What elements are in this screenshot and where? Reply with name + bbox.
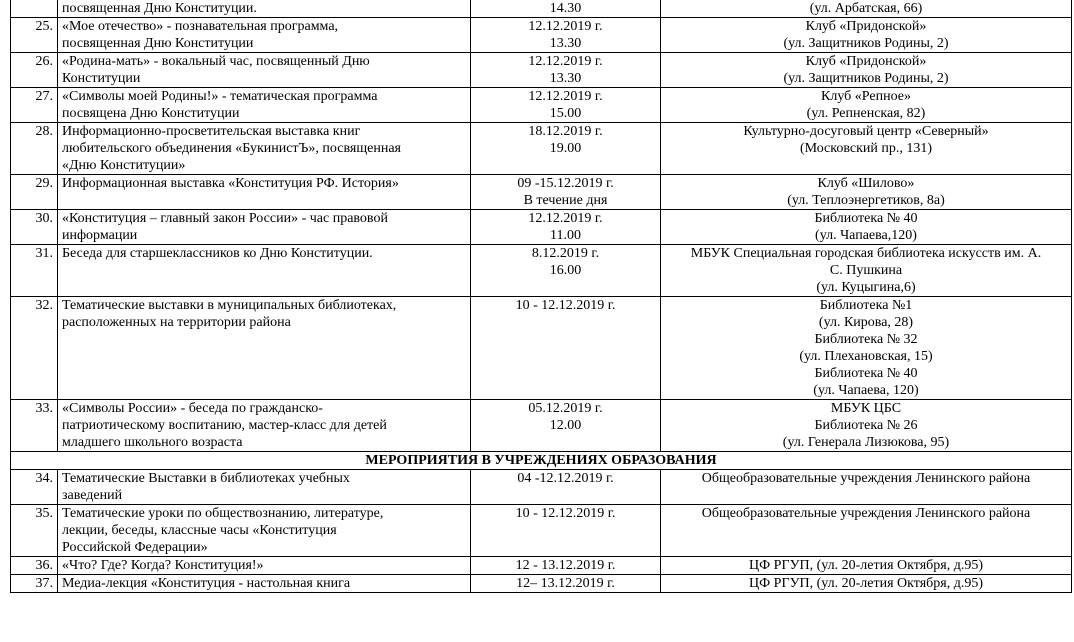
event-date-cell xyxy=(471,53,661,88)
event-date-line: 12 - 13.12.2019 г. xyxy=(515,558,616,573)
table-row xyxy=(11,505,1072,557)
event-name-cell xyxy=(58,505,471,557)
events-table-body xyxy=(11,0,1072,452)
event-date-cell xyxy=(471,245,661,297)
event-name-cell xyxy=(58,557,471,575)
row-number: 35. xyxy=(11,505,58,557)
event-date-line: 16.00 xyxy=(549,263,582,278)
event-place-line: Клуб «Придонской» xyxy=(805,54,927,69)
table-row xyxy=(11,245,1072,297)
event-name-line: посвящена Дню Конституции xyxy=(62,106,240,121)
event-place-line: Библиотека № 32 xyxy=(814,332,918,347)
event-date-line: 12.00 xyxy=(549,418,582,433)
event-name-line: Информационно-просветительская выставка книг xyxy=(62,124,361,139)
event-date-line: 09 -15.12.2019 г. xyxy=(517,176,614,191)
event-place-line: (ул. Кирова, 28) xyxy=(818,315,914,330)
event-place-line: (ул. Чапаева,120) xyxy=(815,228,917,243)
event-name-cell xyxy=(58,470,471,505)
event-place-line: (Московский пр., 131) xyxy=(799,141,933,156)
event-place-line: С. Пушкина xyxy=(829,263,903,278)
event-date-cell xyxy=(471,175,661,210)
table-row xyxy=(11,557,1072,575)
event-place-line: ЦФ РГУП, (ул. 20-летия Октября, д.95) xyxy=(749,576,983,591)
row-number: 28. xyxy=(11,123,58,175)
event-date-cell xyxy=(471,210,661,245)
table-row xyxy=(11,0,1072,18)
event-place-cell xyxy=(661,88,1072,123)
event-name-line: «Родина-мать» - вокальный час, посвященный Дню xyxy=(62,54,370,69)
event-date-line: 04 -12.12.2019 г. xyxy=(517,471,614,486)
event-name-line: Тематические выставки в муниципальных библиотеках, xyxy=(62,298,397,313)
event-place-cell xyxy=(661,557,1072,575)
event-date-line: 13.30 xyxy=(549,71,582,86)
row-number xyxy=(11,0,58,18)
event-name-line: младшего школьного возраста xyxy=(62,435,243,450)
event-place-cell xyxy=(661,210,1072,245)
event-name-line: Российской Федерации» xyxy=(62,540,208,555)
table-row xyxy=(11,175,1072,210)
event-place-line: Общеобразовательные учреждения Ленинского района xyxy=(701,471,1031,486)
event-name-cell xyxy=(58,245,471,297)
event-name-line: Тематические уроки по обществознанию, литературе, xyxy=(62,506,384,521)
event-place-line: МБУК Специальная городская библиотека искусств им. А. xyxy=(690,246,1042,261)
event-place-line: (ул. Плехановская, 15) xyxy=(799,349,933,364)
row-number: 32. xyxy=(11,297,58,400)
section-title: МЕРОПРИЯТИЯ В УЧРЕЖДЕНИЯХ ОБРАЗОВАНИЯ xyxy=(11,452,1072,470)
event-date-line: В течение дня xyxy=(523,193,608,208)
event-name-cell xyxy=(58,400,471,452)
event-place-cell xyxy=(661,175,1072,210)
event-place-line: Библиотека № 40 xyxy=(814,211,918,226)
event-place-line: (ул. Репненская, 82) xyxy=(806,106,926,121)
row-number: 37. xyxy=(11,575,58,593)
event-date-line: 12.12.2019 г. xyxy=(528,211,603,226)
event-name-line: посвященная Дню Конституции xyxy=(62,36,254,51)
event-place-line: Библиотека №1 xyxy=(819,298,913,313)
section-header-group xyxy=(11,452,1072,470)
event-name-line: любительского объединения «БукинистЪ», посвященная xyxy=(62,141,401,156)
event-name-line: Конституции xyxy=(62,71,141,86)
section-row xyxy=(11,452,1072,470)
event-place-cell xyxy=(661,575,1072,593)
event-date-line: 12.12.2019 г. xyxy=(528,89,603,104)
event-date-cell xyxy=(471,575,661,593)
event-place-line: (ул. Защитников Родины, 2) xyxy=(783,36,949,51)
event-name-line: Тематические Выставки в библиотеках учебных xyxy=(62,471,350,486)
event-name-cell xyxy=(58,210,471,245)
row-number: 33. xyxy=(11,400,58,452)
event-date-cell xyxy=(471,18,661,53)
event-name-line: «Дню Конституции» xyxy=(62,158,186,173)
row-number: 29. xyxy=(11,175,58,210)
event-name-cell xyxy=(58,88,471,123)
event-date-cell xyxy=(471,123,661,175)
event-name-line: «Конституция – главный закон России» - час правовой xyxy=(62,211,388,226)
event-date-line: 19.00 xyxy=(549,141,582,156)
table-row xyxy=(11,123,1072,175)
event-place-line: Клуб «Шилово» xyxy=(817,176,915,191)
row-number: 31. xyxy=(11,245,58,297)
event-place-line: Библиотека № 26 xyxy=(814,418,918,433)
events-table xyxy=(10,0,1072,593)
event-place-cell xyxy=(661,297,1072,400)
event-date-line: 05.12.2019 г. xyxy=(528,401,603,416)
table-row xyxy=(11,470,1072,505)
event-place-line: (ул. Арбатская, 66) xyxy=(809,1,923,16)
event-place-cell xyxy=(661,53,1072,88)
event-date-cell xyxy=(471,88,661,123)
event-name-line: расположенных на территории района xyxy=(62,315,291,330)
event-date-line: 18.12.2019 г. xyxy=(528,124,603,139)
event-place-line: Культурно-досуговый центр «Северный» xyxy=(743,124,989,139)
row-number: 27. xyxy=(11,88,58,123)
table-row xyxy=(11,53,1072,88)
event-place-line: (ул. Генерала Лизюкова, 95) xyxy=(782,435,950,450)
table-row xyxy=(11,88,1072,123)
event-name-line: «Символы России» - беседа по гражданско- xyxy=(62,401,323,416)
event-place-line: ЦФ РГУП, (ул. 20-летия Октября, д.95) xyxy=(749,558,983,573)
event-name-line: «Мое отечество» - познавательная программа, xyxy=(62,19,339,34)
event-name-cell xyxy=(58,575,471,593)
event-date-line: 13.30 xyxy=(549,36,582,51)
event-date-cell xyxy=(471,470,661,505)
table-row xyxy=(11,18,1072,53)
event-place-line: МБУК ЦБС xyxy=(830,401,902,416)
event-place-line: Общеобразовательные учреждения Ленинского района xyxy=(701,506,1031,521)
event-name-cell xyxy=(58,18,471,53)
event-date-line: 14.30 xyxy=(549,1,582,16)
event-name-line: патриотическому воспитанию, мастер-класс для детей xyxy=(62,418,387,433)
event-date-line: 12.12.2019 г. xyxy=(528,54,603,69)
event-name-cell xyxy=(58,53,471,88)
event-name-line: Медиа-лекция «Конституция - настольная книга xyxy=(62,576,351,591)
event-place-cell xyxy=(661,0,1072,18)
row-number: 34. xyxy=(11,470,58,505)
event-name-line: лекции, беседы, классные часы «Конституция xyxy=(62,523,337,538)
row-number: 36. xyxy=(11,557,58,575)
event-place-line: (ул. Защитников Родины, 2) xyxy=(783,71,949,86)
education-events-body xyxy=(11,470,1072,593)
row-number: 30. xyxy=(11,210,58,245)
event-date-line: 12– 13.12.2019 г. xyxy=(516,576,615,591)
event-place-line: Клуб «Придонской» xyxy=(805,19,927,34)
event-name-line: информации xyxy=(62,228,138,243)
event-name-cell xyxy=(58,297,471,400)
event-date-cell xyxy=(471,557,661,575)
event-name-line: посвященная Дню Конституции. xyxy=(62,1,257,16)
event-name-cell xyxy=(58,175,471,210)
event-place-cell xyxy=(661,18,1072,53)
event-place-line: Клуб «Репное» xyxy=(821,89,911,104)
event-date-line: 11.00 xyxy=(550,228,581,243)
event-place-line: (ул. Куцыгина,6) xyxy=(816,280,916,295)
table-row xyxy=(11,575,1072,593)
event-place-cell xyxy=(661,470,1072,505)
event-place-cell xyxy=(661,123,1072,175)
event-date-line: 15.00 xyxy=(549,106,582,121)
event-name-line: Беседа для старшеклассников ко Дню Конституции. xyxy=(62,246,373,261)
event-place-cell xyxy=(661,245,1072,297)
event-place-line: (ул. Чапаева, 120) xyxy=(813,383,919,398)
table-row xyxy=(11,297,1072,400)
event-date-cell xyxy=(471,0,661,18)
event-place-line: Библиотека № 40 xyxy=(814,366,918,381)
event-name-line: Информационная выставка «Конституция РФ. История» xyxy=(62,176,399,191)
event-date-line: 12.12.2019 г. xyxy=(528,19,603,34)
event-place-cell xyxy=(661,400,1072,452)
event-name-cell xyxy=(58,0,471,18)
event-name-line: «Символы моей Родины!» - тематическая программа xyxy=(62,89,378,104)
event-date-line: 8.12.2019 г. xyxy=(531,246,600,261)
event-name-cell xyxy=(58,123,471,175)
row-number: 26. xyxy=(11,53,58,88)
event-date-cell xyxy=(471,505,661,557)
row-number: 25. xyxy=(11,18,58,53)
event-place-cell xyxy=(661,505,1072,557)
event-place-line: (ул. Теплоэнергетиков, 8а) xyxy=(787,193,945,208)
event-name-line: заведений xyxy=(62,488,123,503)
table-row xyxy=(11,210,1072,245)
table-row xyxy=(11,400,1072,452)
event-date-line: 10 - 12.12.2019 г. xyxy=(515,298,616,313)
event-date-cell xyxy=(471,297,661,400)
event-date-line: 10 - 12.12.2019 г. xyxy=(515,506,616,521)
event-date-cell xyxy=(471,400,661,452)
event-name-line: «Что? Где? Когда? Конституция!» xyxy=(62,558,264,573)
